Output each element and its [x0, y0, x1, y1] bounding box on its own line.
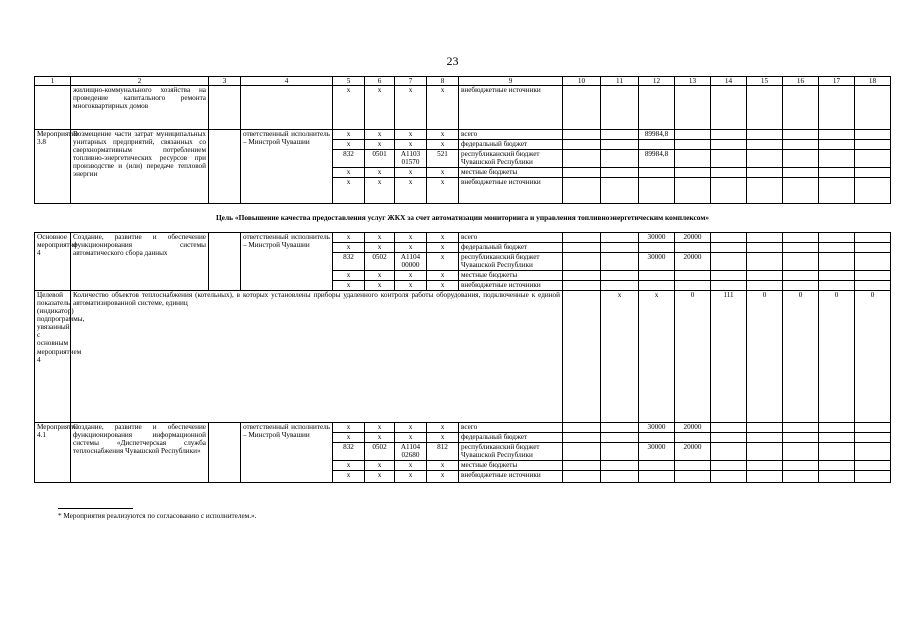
budget-code: x [333, 433, 365, 443]
funding-source: местные бюджеты [459, 271, 563, 281]
column-number: 1 [35, 77, 71, 86]
budget-code: 832 [333, 150, 365, 168]
table-cell [855, 178, 891, 204]
budget-code: x [427, 461, 459, 471]
table-cell [711, 86, 747, 130]
table-cell [747, 253, 783, 271]
indicator-value: x [601, 291, 639, 423]
column-number: 2 [71, 77, 209, 86]
amount-cell [675, 243, 711, 253]
table-cell [563, 253, 601, 271]
amount-cell: 30000 [639, 443, 675, 461]
table-cell [563, 281, 601, 291]
table-cell [711, 461, 747, 471]
activity-name: жилищно-коммунального хозяйства на проведение капитального ремонта многоквартирных домов [71, 86, 209, 130]
column-number: 7 [395, 77, 427, 86]
budget-code: x [333, 461, 365, 471]
table-cell [819, 471, 855, 483]
table-cell [819, 253, 855, 271]
amount-cell [639, 86, 675, 130]
funding-source: всего [459, 233, 563, 243]
table-cell [209, 233, 241, 291]
table-row [35, 233, 891, 243]
amount-cell [675, 168, 711, 178]
budget-code: x [365, 178, 395, 204]
table-cell [563, 471, 601, 483]
goal-row [35, 204, 891, 233]
table-cell [601, 86, 639, 130]
column-number: 4 [241, 77, 333, 86]
budget-code: x [395, 461, 427, 471]
budget-code: 812 [427, 443, 459, 461]
amount-cell: 30000 [639, 253, 675, 271]
budget-code: 0501 [365, 150, 395, 168]
funding-source: республиканский бюджет Чувашской Республики [459, 150, 563, 168]
table-cell [711, 271, 747, 281]
indicator-value: 111 [711, 291, 747, 423]
budget-code: x [365, 271, 395, 281]
amount-cell [639, 271, 675, 281]
table-row [35, 130, 891, 140]
row-label: Мероприятие 4.1 [35, 423, 71, 483]
budget-code: x [395, 178, 427, 204]
executor: ответственный исполнитель – Минстрой Чувашии [241, 130, 333, 204]
table-cell [855, 461, 891, 471]
budget-code: x [365, 423, 395, 433]
budget-code: x [427, 271, 459, 281]
column-number: 15 [747, 77, 783, 86]
table-cell [747, 150, 783, 168]
table-cell [601, 243, 639, 253]
table-cell [747, 178, 783, 204]
table-cell [855, 253, 891, 271]
table-cell [209, 423, 241, 483]
budget-code: x [395, 130, 427, 140]
table-cell [855, 281, 891, 291]
amount-cell [675, 281, 711, 291]
budget-code: x [427, 140, 459, 150]
table-cell [747, 443, 783, 461]
table-cell [711, 178, 747, 204]
table-cell [711, 243, 747, 253]
table-cell [819, 423, 855, 433]
budget-code: x [427, 168, 459, 178]
table-cell [819, 281, 855, 291]
column-number: 16 [783, 77, 819, 86]
budget-code: x [365, 233, 395, 243]
amount-cell: 30000 [639, 423, 675, 433]
amount-cell: 20000 [675, 253, 711, 271]
funding-source: внебюджетные источники [459, 471, 563, 483]
amount-cell: 20000 [675, 423, 711, 433]
amount-cell [675, 433, 711, 443]
table-cell [711, 443, 747, 461]
budget-code: x [333, 281, 365, 291]
table-cell [711, 433, 747, 443]
amount-cell: 30000 [639, 233, 675, 243]
table-cell [783, 233, 819, 243]
amount-cell [675, 130, 711, 140]
table-cell [855, 130, 891, 140]
funding-source: республиканский бюджет Чувашской Республики [459, 443, 563, 461]
indicator-value: 0 [783, 291, 819, 423]
table-cell [711, 281, 747, 291]
table-cell [711, 168, 747, 178]
activity-name: Создание, развитие и обеспечение функционирования системы автоматического сбора данных [71, 233, 209, 291]
table-cell [783, 243, 819, 253]
executor: ответственный исполнитель – Минстрой Чувашии [241, 233, 333, 291]
table-cell [855, 140, 891, 150]
column-number: 10 [563, 77, 601, 86]
budget-code: x [427, 130, 459, 140]
amount-cell [675, 140, 711, 150]
page-number: 23 [446, 54, 459, 68]
budget-code: A1104 02680 [395, 443, 427, 461]
amount-cell [675, 150, 711, 168]
table-cell [601, 253, 639, 271]
table-cell [819, 130, 855, 140]
table-cell [783, 86, 819, 130]
budget-code: x [365, 130, 395, 140]
funding-source: всего [459, 423, 563, 433]
activity-name: Создание, развитие и обеспечение функционирования информационной системы «Диспетчерская служба теплоснабжения Чувашской Республики» [71, 423, 209, 483]
table-cell [563, 140, 601, 150]
funding-source: местные бюджеты [459, 168, 563, 178]
table-cell [819, 433, 855, 443]
budget-code: x [365, 471, 395, 483]
column-number: 13 [675, 77, 711, 86]
table-cell [711, 150, 747, 168]
column-number: 14 [711, 77, 747, 86]
column-number: 9 [459, 77, 563, 86]
funding-source: внебюджетные источники [459, 281, 563, 291]
table-cell [563, 243, 601, 253]
table-cell [783, 253, 819, 271]
header-row [35, 77, 891, 86]
funding-source: федеральный бюджет [459, 243, 563, 253]
amount-cell [639, 168, 675, 178]
table-cell [601, 281, 639, 291]
indicator-value: 0 [747, 291, 783, 423]
budget-code: x [395, 243, 427, 253]
executor: ответственный исполнитель – Минстрой Чувашии [241, 423, 333, 483]
table-cell [711, 140, 747, 150]
budget-code: x [333, 140, 365, 150]
column-number: 17 [819, 77, 855, 86]
table-cell [819, 140, 855, 150]
budget-code: x [395, 140, 427, 150]
budget-code: x [333, 130, 365, 140]
table-cell [855, 86, 891, 130]
budget-code: A1104 00000 [395, 253, 427, 271]
column-number: 18 [855, 77, 891, 86]
budget-code: x [365, 433, 395, 443]
budget-code: 0502 [365, 443, 395, 461]
table-cell [747, 233, 783, 243]
amount-cell [675, 271, 711, 281]
amount-cell [639, 461, 675, 471]
budget-code: x [333, 178, 365, 204]
budget-code: x [395, 271, 427, 281]
amount-cell [639, 433, 675, 443]
table-cell [563, 86, 601, 130]
budget-code: x [427, 471, 459, 483]
table-cell [855, 233, 891, 243]
budget-code: x [427, 423, 459, 433]
table-cell [783, 271, 819, 281]
table-cell [783, 178, 819, 204]
budget-code: x [395, 233, 427, 243]
table-cell [747, 433, 783, 443]
amount-cell [675, 471, 711, 483]
column-number: 3 [209, 77, 241, 86]
table-cell [601, 150, 639, 168]
table-cell [563, 130, 601, 140]
table-cell [563, 433, 601, 443]
budget-code: x [333, 243, 365, 253]
funding-source: внебюджетные источники [459, 86, 563, 130]
table-cell [563, 443, 601, 461]
row-label: Мероприятие 3.8 [35, 130, 71, 204]
amount-cell [675, 86, 711, 130]
table-cell [819, 233, 855, 243]
table-cell [855, 471, 891, 483]
indicator-text: Количество объектов теплоснабжения (котельных), в которых установлены приборы удаленного контроля работы оборудования, подключенные к единой автоматизированной системе, единиц [71, 291, 563, 423]
table-cell [563, 271, 601, 281]
table-cell [783, 443, 819, 461]
budget-code: x [427, 178, 459, 204]
table-cell [855, 433, 891, 443]
indicator-value: x [639, 291, 675, 423]
budget-code: x [395, 168, 427, 178]
budget-code: x [427, 253, 459, 271]
table-cell [783, 461, 819, 471]
table-cell [747, 271, 783, 281]
indicator-row [35, 291, 891, 423]
table-row [35, 86, 891, 130]
amount-cell [675, 178, 711, 204]
table-cell [855, 150, 891, 168]
program-table [34, 76, 891, 483]
footnote: * Мероприятия реализуются по согласованию с исполнителем.». [58, 512, 257, 520]
budget-code: x [427, 281, 459, 291]
budget-code: x [427, 433, 459, 443]
budget-code: x [365, 281, 395, 291]
budget-code: x [333, 168, 365, 178]
indicator-value: 0 [675, 291, 711, 423]
table-cell [601, 168, 639, 178]
table-cell [783, 281, 819, 291]
budget-code: x [333, 471, 365, 483]
budget-code: x [333, 86, 365, 130]
table-cell [783, 140, 819, 150]
table-cell [819, 86, 855, 130]
table-cell [711, 233, 747, 243]
amount-cell: 89984,8 [639, 130, 675, 140]
table-cell [601, 471, 639, 483]
table-cell [819, 443, 855, 461]
goal-title: Цель «Повышение качества предоставления услуг ЖКХ за счет автоматизации мониторинга и управления топливноэнергетическим комплексом» [35, 204, 891, 233]
table-cell [819, 461, 855, 471]
budget-code: x [365, 243, 395, 253]
amount-cell: 89984,8 [639, 150, 675, 168]
table-cell [783, 150, 819, 168]
table-cell [747, 86, 783, 130]
table-cell [711, 423, 747, 433]
budget-code: 832 [333, 443, 365, 461]
table-cell [783, 471, 819, 483]
column-number: 11 [601, 77, 639, 86]
budget-code: 521 [427, 150, 459, 168]
budget-code: 832 [333, 253, 365, 271]
table-cell [563, 291, 601, 423]
table-cell [563, 178, 601, 204]
table-cell [563, 150, 601, 168]
amount-cell: 20000 [675, 443, 711, 461]
table-cell [747, 423, 783, 433]
budget-code: x [427, 86, 459, 130]
table-cell [563, 168, 601, 178]
amount-cell [675, 461, 711, 471]
table-cell [601, 130, 639, 140]
table-cell [747, 130, 783, 140]
table-cell [819, 178, 855, 204]
amount-cell [639, 178, 675, 204]
table-cell [711, 130, 747, 140]
row-label: Основное мероприятие 4 [35, 233, 71, 291]
activity-name: Возмещение части затрат муниципальных унитарных предприятий, связанных со сверхнормативным потреблением топливно-энергетических ресурсов при производстве и (или) передаче тепловой энергии [71, 130, 209, 204]
funding-source: федеральный бюджет [459, 140, 563, 150]
funding-source: федеральный бюджет [459, 433, 563, 443]
table-cell [747, 140, 783, 150]
table-cell [747, 281, 783, 291]
amount-cell: 20000 [675, 233, 711, 243]
table-cell [711, 471, 747, 483]
indicator-value: 0 [855, 291, 891, 423]
budget-code: x [365, 86, 395, 130]
budget-code: x [365, 168, 395, 178]
amount-cell [639, 140, 675, 150]
table-cell [783, 130, 819, 140]
table-cell [855, 271, 891, 281]
table-cell [601, 271, 639, 281]
table-cell [855, 443, 891, 461]
column-number: 6 [365, 77, 395, 86]
budget-code: x [333, 271, 365, 281]
table-cell [601, 233, 639, 243]
table-cell [747, 168, 783, 178]
table-cell [783, 168, 819, 178]
budget-code: x [395, 471, 427, 483]
table-cell [601, 423, 639, 433]
table-cell [601, 443, 639, 461]
table-cell [209, 86, 241, 130]
table-cell [783, 433, 819, 443]
budget-code: x [333, 423, 365, 433]
budget-code: x [395, 423, 427, 433]
budget-code: x [395, 433, 427, 443]
table-cell [855, 243, 891, 253]
budget-code: x [395, 281, 427, 291]
table-cell [601, 178, 639, 204]
amount-cell [639, 281, 675, 291]
column-number: 5 [333, 77, 365, 86]
table-cell [747, 471, 783, 483]
table-cell [819, 243, 855, 253]
table-cell [601, 140, 639, 150]
table-cell [747, 243, 783, 253]
table-cell [783, 423, 819, 433]
table-cell [563, 233, 601, 243]
table-cell [563, 461, 601, 471]
table-cell [711, 253, 747, 271]
indicator-value: 0 [819, 291, 855, 423]
table-cell [855, 168, 891, 178]
budget-code: x [427, 243, 459, 253]
budget-code: 0502 [365, 253, 395, 271]
table-row [35, 423, 891, 433]
budget-code: x [427, 233, 459, 243]
funding-source: республиканский бюджет Чувашской Республики [459, 253, 563, 271]
budget-code: x [365, 140, 395, 150]
funding-source: всего [459, 130, 563, 140]
table-cell [819, 150, 855, 168]
budget-code: x [333, 233, 365, 243]
row-label: Целевой показатель (индикатор) подпрограммы, увязанный с основным мероприятием 4 [35, 291, 71, 423]
table-cell [601, 461, 639, 471]
executor [241, 86, 333, 130]
table-cell [855, 423, 891, 433]
row-label [35, 86, 71, 130]
table-cell [209, 130, 241, 204]
table-cell [563, 423, 601, 433]
column-number: 8 [427, 77, 459, 86]
table-cell [819, 271, 855, 281]
budget-code: x [365, 461, 395, 471]
amount-cell [639, 471, 675, 483]
amount-cell [639, 243, 675, 253]
table-cell [819, 168, 855, 178]
table-cell [601, 433, 639, 443]
table-cell [747, 461, 783, 471]
column-number: 12 [639, 77, 675, 86]
budget-code: x [395, 86, 427, 130]
footnote-divider [58, 508, 133, 509]
funding-source: местные бюджеты [459, 461, 563, 471]
budget-code: A1103 01570 [395, 150, 427, 168]
funding-source: внебюджетные источники [459, 178, 563, 204]
